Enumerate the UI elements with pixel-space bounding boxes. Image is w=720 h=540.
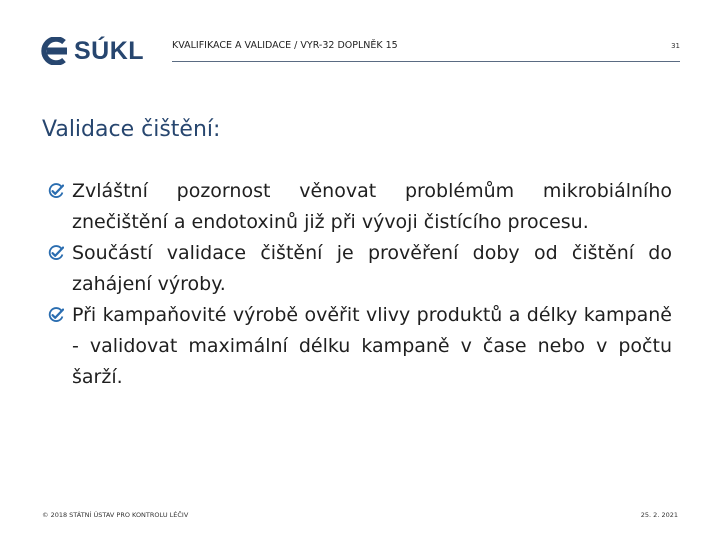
bullet-text: Při kampaňovité výrobě ověřit vlivy produktů a délky kampaně - validovat maximální délku kampaně v čase nebo v počtu šarží. [72, 304, 672, 388]
bullet-item [46, 176, 672, 238]
header-divider [172, 61, 680, 62]
bullet-text: Zvláštní pozornost věnovat problémům mikrobiálního znečištění a endotoxinů již při vývoji čistícího procesu. [72, 180, 672, 233]
footer-date: 25. 2. 2021 [640, 511, 678, 519]
circle-check-icon [48, 183, 64, 199]
circle-check-icon [48, 245, 64, 261]
circle-check-icon [48, 307, 64, 323]
sukl-logo-mark-icon [38, 37, 68, 65]
bullet-text: Součástí validace čištění je prověření doby od čištění do zahájení výroby. [72, 242, 672, 295]
bullet-item [46, 300, 672, 393]
logo-text: SÚKL [74, 36, 145, 65]
bullet-list [46, 176, 672, 393]
sukl-logo [38, 34, 160, 68]
header-label: KVALIFIKACE A VALIDACE / VYR-32 DOPLNĚK 15 [172, 40, 398, 51]
slide-title: Validace čištění: [42, 117, 221, 142]
page-number: 31 [671, 42, 680, 50]
bullet-item [46, 238, 672, 300]
footer-copyright: © 2018 STÁTNÍ ÚSTAV PRO KONTROLU LÉČIV [42, 511, 189, 519]
